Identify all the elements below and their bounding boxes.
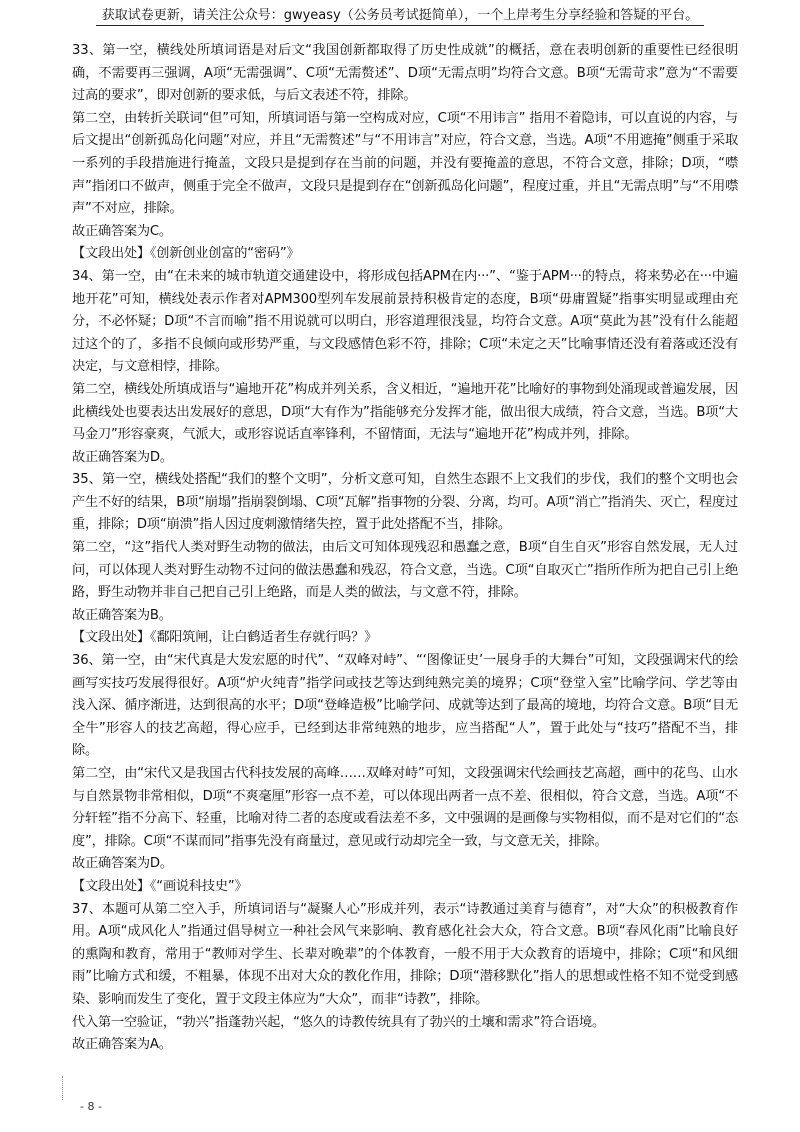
answer-line: 故正确答案为A。: [72, 1037, 172, 1053]
paragraph: 代入第一空验证，“勃兴”指蓬勃兴起，“悠久的诗教传统具有了勃兴的土壤和需求”符合语境。: [72, 1014, 606, 1030]
document-body: [72, 40, 738, 1057]
answer-line: 故正确答案为D。: [72, 856, 173, 872]
paragraph: 36、第一空，由“宋代真是大发宏愿的时代”、“双峰对峙”、“‘图像证史’一展身手的大舞台”可知，文段强调宋代的绘画写实技巧发展得很好。A项“炉火纯青”指学问或技艺等达到纯熟完美的境界；C项“登堂入室”比喻学问、学艺等由浅入深、循序渐进，达到很高的水平；D项“登峰造极”比喻学问、成就等达到了最高的境地，均符合文意。B项“目无全牛”形容人的技艺高超，得心应手，已经到达非常纯熟的地步，应当搭配“人”，置于此处与“技巧”搭配不当，排除。: [72, 653, 738, 759]
answer-line: 故正确答案为B。: [72, 607, 172, 623]
header-notice: 获取试卷更新，请关注公众号：gwyeasy（公务员考试挺简单），一个上岸考生分享经验和答疑的平台。: [96, 8, 705, 26]
paragraph: 35、第一空，横线处搭配“我们的整个文明”，分析文意可知，自然生态跟不上文我们的步伐，我们的整个文明也会产生不好的结果，B项“崩塌”指崩裂倒塌、C项“瓦解”指事物的分裂、分离，均可。A项“消亡”指消失、灭亡，程度过重，排除；D项“崩溃”指人因过度刺激情绪失控，置于此处搭配不当，排除。: [72, 472, 738, 533]
answer-line: 故正确答案为C。: [72, 223, 172, 239]
paragraph: 第二空，由转折关联词“但”可知，所填词语与第一空构成对应，C项“不用讳言” 指用不着隐讳，可以直说的内容，与后文提出“创新孤岛化问题”对应，并且“无需赘述”与“不用讳言”对应，符合文意，当选。A项“不用遮掩”侧重于采取一系列的手段措施进行掩盖，文段只是提到存在当前的问题，并没有要掩盖的意思，不符合文意，排除；D项，“噤声”指闭口不做声，侧重于完全不做声，文段只是提到存在“创新孤岛化问题”，程度过重，并且“无需点明”与“不用噤声”不对应，排除。: [72, 110, 738, 217]
page-header: [0, 0, 800, 32]
source-line: 【文段出处】《创新创业创富的“密码”》: [72, 246, 300, 262]
paragraph: 34、第一空，由“在未来的城市轨道交通建设中，将形成包括APM在内···”、“鉴于APM···的特点，将来势必在···中遍地开花”可知，横线处表示作者对APM300型列车发展前景持积极肯定的态度，B项“毋庸置疑”指事实明显或理由充分，不必怀疑；D项“不言而喻”指不用说就可以明白，形容道理很浅显，均符合文意。A项“莫此为甚”没有什么能超过这个的了，多指不良倾向或形势严重，与文段感情色彩不符，排除；C项“未定之天”比喻事情还没有着落或还没有决定，与文意相悖，排除。: [72, 268, 738, 375]
margin-rule: [62, 1076, 64, 1100]
page-number: - 8 -: [80, 1100, 102, 1113]
answer-line: 故正确答案为D。: [72, 449, 173, 465]
paragraph: 第二空，由“宋代又是我国古代科技发展的高峰……双峰对峙”可知，文段强调宋代绘画技艺高超，画中的花鸟、山水与自然景物非常相似，D项“不爽毫厘”形容一点不差，可以体现出两者一点不差、很相似，符合文意，当选。A项“不分轩轾”指不分高下、轻重，比喻对待二者的态度或看法差不多，文中强调的是画像与实物相似，而不是对它们的“态度”，排除。C项“不谋而同”指事先没有商量过，意见或行动却完全一致，与文意无关，排除。: [72, 766, 738, 849]
source-line: 【文段出处】《“画说科技史”》: [72, 878, 248, 894]
source-line: 【文段出处】《鄱阳筑闸，让白鹤适者生存就行吗？》: [72, 630, 378, 646]
paragraph: 33、第一空，横线处所填词语是对后文“我国创新都取得了历史性成就”的概括，意在表明创新的重要性已经很明确，不需要再三强调，A项“无需强调”、C项“无需赘述”、D项“无需点明”均符合文意。B项“无需苛求”意为“不需要过高的要求”，即对创新的要求低，与后文表述不符，排除。: [72, 43, 738, 104]
paragraph: 第二空，“这”指代人类对野生动物的做法，由后文可知体现残忍和愚蠢之意，B项“自生自灭”形容自然发展，无人过问，可以体现人类对野生动物不过问的做法愚蠢和残忍，符合文意，当选。C项“自取灭亡”指所作所为把自己引上绝路，野生动物并非自己把自己引上绝路，而是人类的做法，与文意不符，排除。: [72, 540, 738, 601]
paragraph: 37、本题可从第二空入手，所填词语与“凝聚人心”形成并列，表示“诗教通过美育与德育”，对“大众”的积极教育作用。A项“成风化人”指通过倡导树立一种社会风气来影响、教育感化社会大众，符合文意。B项“春风化雨”比喻良好的熏陶和教育，常用于“教师对学生、长辈对晚辈”的个体教育，一般不用于大众教育的语境中，排除；C项“和风细雨”比喻方式和缓，不粗暴，体现不出对大众的教化作用，排除；D项“潜移默化”指人的思想或性格不知不觉受到感染、影响而发生了变化，置于文段主体应为“大众”，而非“诗教”，排除。: [72, 901, 738, 1007]
paragraph: 第二空，横线处所填成语与“遍地开花”构成并列关系，含义相近，“遍地开花”比喻好的事物到处涌现或普遍发展，因此横线处也要表达出发展好的意思，D项“大有作为”指能够充分发挥才能，做出很大成绩，符合文意，当选。B项“大马金刀”形容豪爽，气派大，或形容说话直率锋利，不留情面，无法与“遍地开花”构成并列，排除。: [72, 381, 738, 443]
